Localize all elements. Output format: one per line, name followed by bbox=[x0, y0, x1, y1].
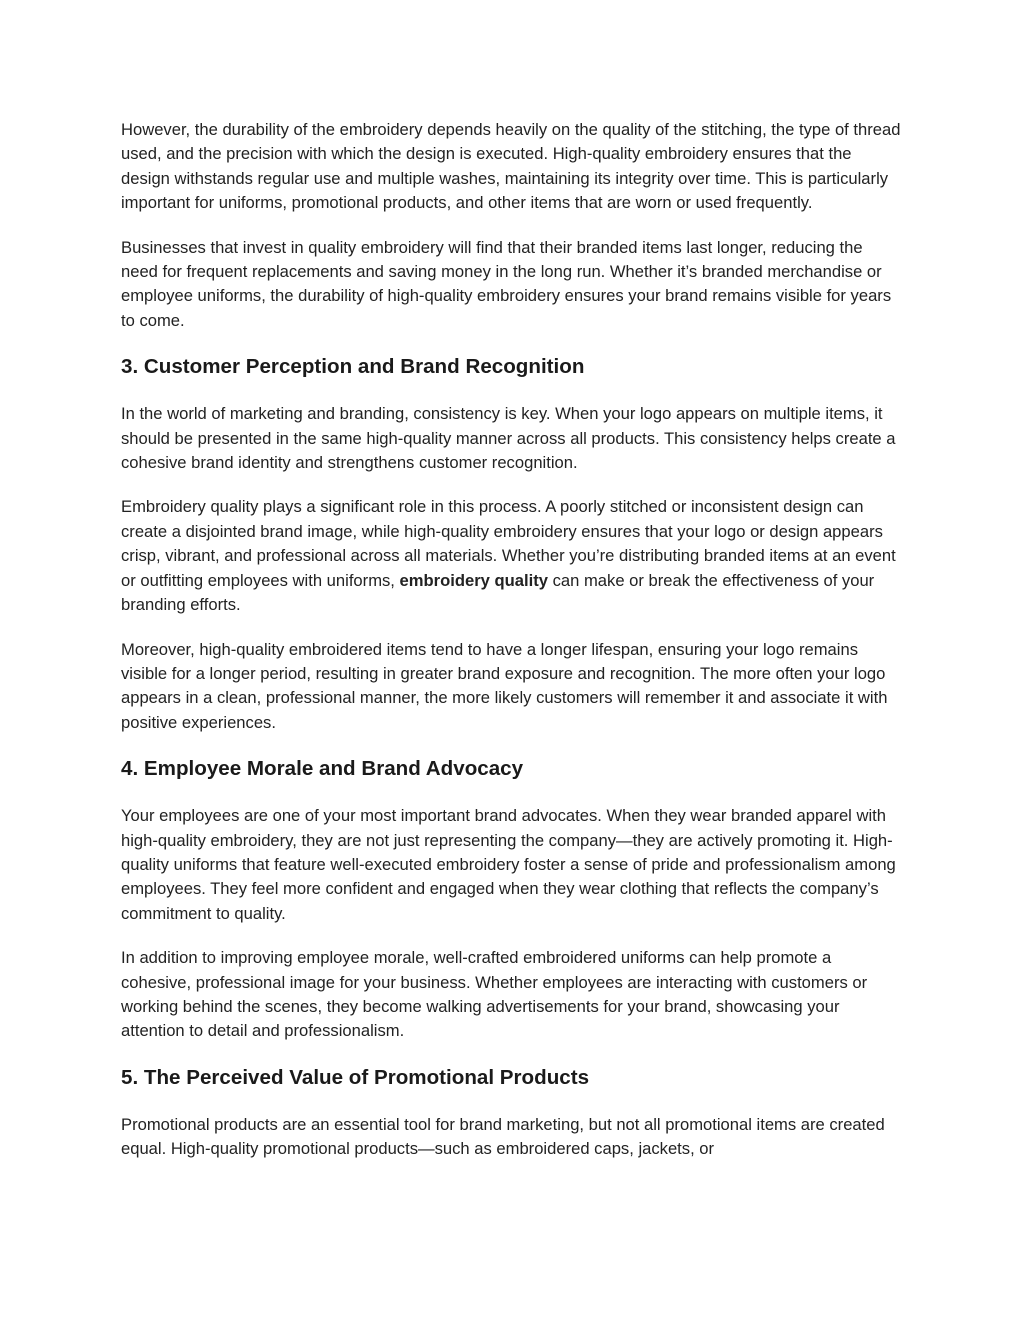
paragraph-lifespan: Moreover, high-quality embroidered items tend to have a longer lifespan, ensuring your logo remains visible for a longer period, resulting in greater brand exposure and recognition. The more often your logo appears in a clean, professional manner, the more likely customers will remember it and associate it with positive experiences. bbox=[121, 639, 888, 732]
paragraph-embroidery-quality bbox=[121, 495, 904, 617]
paragraph-promotional: Promotional products are an essential tool for brand marketing, but not all promotional items are created equal. High-quality promotional products—such as embroidered caps, jackets, or bbox=[121, 1114, 885, 1159]
paragraph-text: can make or break the effectiveness of your branding efforts. bbox=[121, 570, 875, 615]
paragraph-advocates: Your employees are one of your most important brand advocates. When they wear branded apparel with high-quality embroidery, they are not just representing the company—they are actively promoting it. High-quality uniforms that feature well-executed embroidery foster a sense of pride and professionalism among employees. They feel more confident and engaged when they wear clothing that reflects the company’s commitment to quality. bbox=[121, 806, 896, 923]
section-heading-promotional-products: 5. The Perceived Value of Promotional Products bbox=[121, 1065, 590, 1089]
section-heading-customer-perception: 3. Customer Perception and Brand Recognition bbox=[121, 355, 585, 379]
paragraph-uniforms: In addition to improving employee morale, well-crafted embroidered uniforms can help promote a cohesive, professional image for your business. Whether employees are interacting with customers or working behind the scenes, they become walking advertisements for your brand, showcasing your attention to detail and professionalism. bbox=[121, 948, 868, 1041]
paragraph-text: Embroidery quality plays a significant role in this process. A poorly stitched or inconsistent design can create a disjointed brand image, while high-quality embroidery ensures that your logo or design appears crisp, vibrant, and professional across all materials. Whether you’re distributing branded items at an event or outfitting employees with uniforms, bbox=[121, 497, 896, 590]
paragraph-consistency: In the world of marketing and branding, consistency is key. When your logo appears on multiple items, it should be presented in the same high-quality manner across all products. This consistency helps create a cohesive brand identity and strengthens customer recognition. bbox=[121, 404, 896, 473]
section-heading-employee-morale: 4. Employee Morale and Brand Advocacy bbox=[121, 757, 524, 781]
bold-phrase: embroidery quality bbox=[399, 570, 548, 590]
paragraph-durability: However, the durability of the embroidery depends heavily on the quality of the stitching, the type of thread used, and the precision with which the design is executed. High-quality embroidery ensures that the design withstands regular use and multiple washes, maintaining its integrity over time. This is particularly important for uniforms, promotional products, and other items that are worn or used frequently. bbox=[121, 120, 901, 213]
paragraph-investment: Businesses that invest in quality embroidery will find that their branded items last longer, reducing the need for frequent replacements and saving money in the long run. Whether it’s branded merchandise or employee uniforms, the durability of high-quality embroidery ensures your brand remains visible for years to come. bbox=[121, 237, 892, 330]
